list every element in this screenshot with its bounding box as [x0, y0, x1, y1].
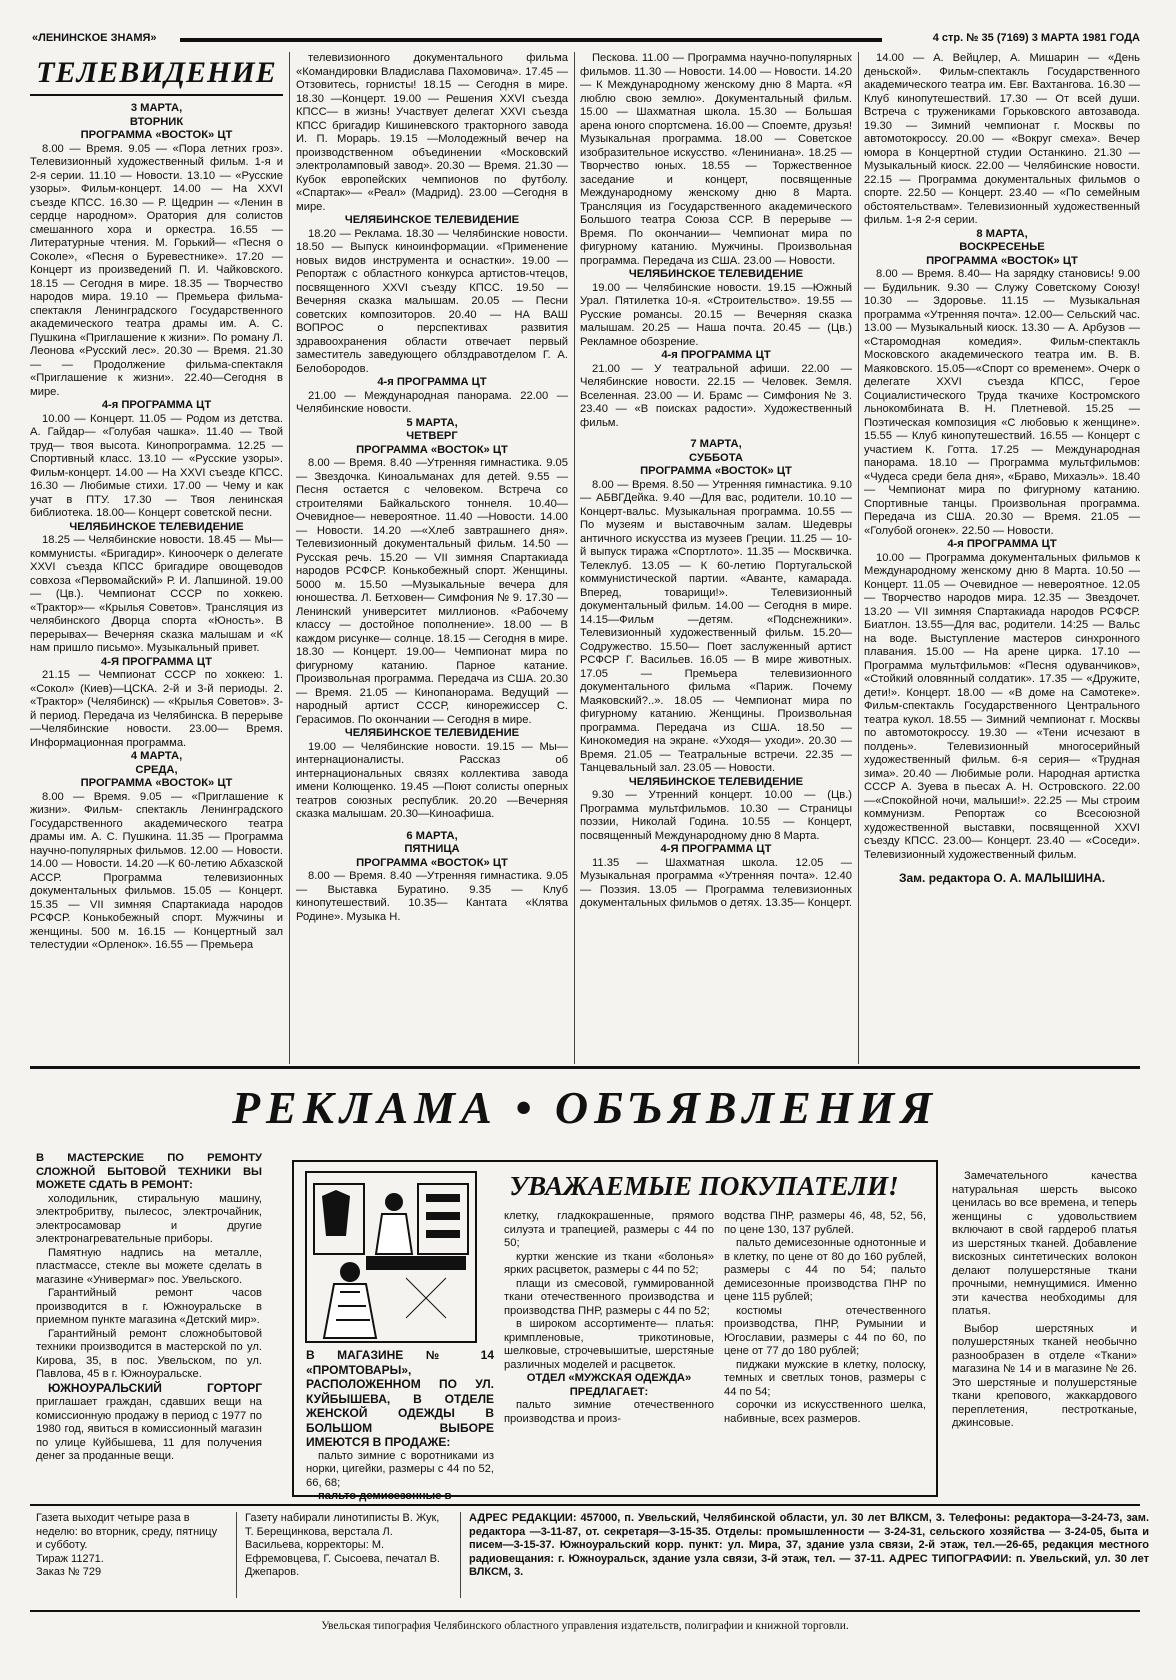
tv-column-4 [864, 52, 1140, 1064]
ad-lead: В МАГАЗИНЕ № 14 «ПРОМТОВАРЫ», РАСПОЛОЖЕННОМ ПО УЛ. КУЙБЫШЕВА, В ОТДЕЛЕ ЖЕНСКОЙ ОДЕЖДЫ В БОЛЬШОМ ВЫБОРЕ ИМЕЮТСЯ В ПРОДАЖЕ: [306, 1348, 494, 1449]
tv-column-2 [296, 52, 568, 1064]
schedule-text: 18.20 — Реклама. 18.30 — Челябинские новости. 18.50 — Выпуск киноинформации. «Применение новых видов инструмента и оснастки». 19.00 — Репортаж с областного конкурса артистов-чтецов, посвященного XXVI съезду КПСС. 19.50 — Вечерняя сказка малышам. 20.05 — Песни советских композиторов. 20.40 — НА ВАШ ВОПРОС о перспективах развития здравоохранения области отвечает первый заместитель заведующего облздравотделом Г. А. Белобородов. [296, 227, 568, 375]
program-heading: ПРОГРАММА «ВОСТОК» ЦТ [356, 856, 508, 869]
schedule-text: 21.00 — У театральной афиши. 22.00 — Челябинские новости. 22.15 — Человек. Земля. Вселенная. 23.00 — И. Брамс — Симфония № 3. 23.40 — «В поисках радости». Художественный фильм. [580, 362, 852, 429]
column-rule [289, 52, 290, 1064]
weekday-heading: ВТОРНИК [129, 115, 184, 128]
schedule-text: 8.00 — Время. 9.05 — «Приглашение к жизни». Фильм- спектакль Ленинградского Государственного академического театра драмы им. А. С. Пушкина. 11.35 — Программа научно-популярных фильмов. 12.00 — Новости. 14.00 — Новости. 14.20 —К 60-летию Абхазской АССР. Программа телевизионных документальных фильмов. 15.05 — Концерт. 15.35 — VII зимняя Спартакиада народов РСФСР. Конькобежный спорт. Мужчины и женщины. 500 м. 16.15 — Концертный зал телестудии «Орленок». 16.55 — Премьера [30, 790, 283, 951]
ad-text: Памятную надпись на металле, пластмассе, стекле вы можете сделать в магазине «Универмаг» пос. Увельского. [36, 1246, 262, 1286]
day-heading: 7 МАРТА, [690, 438, 742, 450]
print-run: Тираж 11271. [36, 1552, 104, 1565]
schedule-text: 11.35 — Шахматная школа. 12.05 — Музыкальная программа «Утренняя почта». 12.40 — Поэзия. 13.05 — Программа телевизионных документальных фильмов о детях. 13.35— Концерт. [580, 856, 852, 909]
ad-text: Гарантийный ремонт сложнобытовой техники производится в мастерской по ул. Кирова, 35, в пос. Увельском, по ул. Павлова, 45 в г. Южноуральске. [36, 1327, 262, 1380]
ad-text: водства ПНР, размеры 46, 48, 52, 56, по цене 130, 137 рублей. [724, 1210, 926, 1236]
weekday-heading: СРЕДА, [135, 763, 178, 776]
weekday-heading: СУББОТА [689, 451, 743, 464]
ad-store-box [292, 1160, 938, 1502]
weekday-heading: ВОСКРЕСЕНЬЕ [959, 241, 1045, 253]
ad-text: пиджаки мужские в клетку, полоску, темных и светлых тонов, размеры с 44 по 54; [724, 1358, 926, 1398]
ad-text: плащи из смесовой, гуммированной ткани отечественного производства и производства ПНР, размеры с 44 по 52; [504, 1277, 714, 1317]
schedule-text: 8.00 — Время. 8.40— На зарядку становись! 9.00 — Будильник. 9.30 — Служу Советскому Союзу! 10.30 — Здоровье. 11.15 — Музыкальная программа «Утренняя почта». 12.00— Сельский час. 13.00 — Музыкальный киоск. 13.30 — А. Арбузов — «Старомодная комедия». Фильм-спектакль Московского академического театра им. В. В. Маяковского. 15.05—«Спорт со временем». Очерк о делегате XXVI съезда КПСС, Герое Социалистического Труда ткачихе Костромского льнокомбината В. Н. Плетневой. 15.25 — Поэтическая композиция «С любовью к женщине». 15.55 — Клуб кинопутешествий. 16.55 — Концерт с участием К. Готта. 17.25 — Международная панорама. 18.10 — Программа мультфильмов: «Чудеса среди бела дня», «Браво, Михаэль». 18.40 — Чемпионат мира по фигурному катанию. Спортивные танцы. Произвольная программа. Передача из США. 20.30 — Время. 21.05 — «Голубой огонек». 22.50 — Новости. [864, 268, 1140, 537]
program-heading: ПРОГРАММА «ВОСТОК» ЦТ [80, 777, 233, 789]
schedule-text: 8.00 — Время. 9.05 — «Пора летних гроз». Телевизионный художественный фильм. 1-я и 2-я серии. 11.10 — Новости. 13.10 — «Русские узоры». Фильм-концерт. 14.00 — На XXVI съезде КПСС. 16.30 — Р. Щедрин — «Ленин в сердце народном». Оратория для солистов смешанного хора и оркестра. 16.55 —Литературные чтения. М. Горький— «Песня о Соколе», «Песня о Буревестнике». 17.20 — Концерт из произведений П. И. Чайковского. 18.15 — Сегодня в мире. 18.35 — Творчество народов мира. 19.10 — Премьера фильма-спектакля Ленинградского Государственного академического театра драмы им. А. С. Пушкина «Приглашение к жизни». По роману Л. Леонова «Русский лес». 20.30 — Время. 21.30— — Продолжение фильма-спектакля «Приглашение к жизни». 22.40—Сегодня в мире. [30, 142, 283, 398]
ad-mens-items [724, 1210, 926, 1490]
tv-column-3 [580, 52, 852, 1064]
schedule-text: 10.00 — Программа документальных фильмов к Международному женскому дню 8 Марта. 10.50 — Концерт. 11.05 — Очевидное — невероятное. 12.05 — Творчество народов мира. 12.35 — Звездочет. 13.20 — VII зимняя Спартакиада народов РСФСР. Биатлон. 13.55—Для вас, родители. 14:25 — Вальс на воде. Выступление мастеров синхронного плавания. 15.00 — На арене цирка. 17.10 — Программа мультфильмов: «Песня одуванчиков», «Стойкий оловянный солдатик». 17.35 — «Дружите, дети!». Концерт. 18.00 — «В доме на Самотеке». Фильм-спектакль Государственного Центрального театра кукол. 18.55 — Зимний чемпионат г. Москвы по автомотокроссу. 19.30 — «Тени исчезают в полдень». Телевизионный многосерийный художественный фильм. 6-я серия— «Трудная зима». 20.40 — Любимые роли. Народная артистка СССР А. Зуева в пьесах А. Н. Островского. 22.00—«Спокойной ночи, малыши!». 22.25 — Мы строим коммунизм. Репортаж со Всесоюзной художественной выставки, посвященной XXVI съезду КПСС. 23.00— Концерт. 23.40 — «Соседи». Телевизионный художественный фильм. [864, 551, 1140, 861]
program-heading: 4-я ПРОГРАММА ЦТ [947, 538, 1057, 550]
masthead [30, 32, 1140, 46]
tv-heading: ТЕЛЕВИДЕНИЕ [30, 52, 283, 96]
masthead-title: «ЛЕНИНСКОЕ ЗНАМЯ» [32, 32, 157, 44]
typesetters-info: Газету набирали линотиписты В. Жук, Т. Берещинкова, верстала Л. Васильева, корректоры: М. Ефремовцева, Г. Сысоева, печатал В. Джепаров. [236, 1512, 445, 1598]
ad-repair-services [36, 1152, 262, 1490]
ad-text: Замечательного качества натуральная шерсть высоко ценилась во все времена, и теперь женщины с удовольствием включают в свой гардероб платья из шерстяных тканей. Добавление вискозных синтетических волокон делают полушерстяные ткани прочными, немнущимися. Именно эти качества необходимы для платья. [952, 1170, 1137, 1317]
ads-heading: РЕКЛАМА • ОБЪЯВЛЕНИЯ [231, 1082, 939, 1133]
program-heading: ПРОГРАММА «ВОСТОК» ЦТ [926, 254, 1078, 267]
program-heading: 4-Я ПРОГРАММА ЦТ [660, 843, 772, 855]
column-rule [574, 52, 575, 1064]
ad-text: пальто зимние отечественного производства и произ- [504, 1399, 714, 1425]
footer-rule [30, 1504, 1140, 1506]
ad-text: пальто демисезонные в [318, 1490, 452, 1502]
column-rule [858, 52, 859, 1064]
schedule-text: 9.30 — Утренний концерт. 10.00 — (Цв.) Программа мультфильмов. 10.30 — Страницы поэзии, Николай Година. 10.55 — Концерт, посвященный Международному дню 8 Марта. [580, 789, 852, 842]
day-heading: 4 МАРТА, [130, 750, 183, 762]
schedule-text: телевизионного документального фильма «Командировки Владислава Пахомовича». 17.45 —Отзовитесь, горнисты! 18.15 — Сегодня в мире. 18.30 —Концерт. 19.00 — Решения XXVI съезда КПСС— в жизнь! Участвует делегат XXVI съезда КПСС бригадир Кишиневского тракторного завода И. П. Морарь. 19.15 —Молодежный вечер на производственном объединении «Московский электроламповый завод». 20.30 — Время. 21.30 — Кубок европейских чемпионов по футболу. «Спартак»— «Реал» (Мадрид). 23.00 —Сегодня в мире. [296, 52, 568, 213]
ad-text: Гарантийный ремонт часов производится в г. Южноуральске в приемном пункте магазина «Детский мир». [36, 1287, 262, 1326]
ad-womens-items [504, 1210, 714, 1490]
order-number: Заказ № 729 [36, 1566, 102, 1578]
ad-fabrics [952, 1170, 1137, 1490]
schedule-text: Пескова. 11.00 — Программа научно-популярных фильмов. 11.30 — Новости. 14.00 — Новости. 14.20 — К Международному женскому дню 8 Марта. «Я люблю свою землю». Документальный фильм. 15.00 — Шахматная школа. 15.30 — Большая арена юного спортсмена. 16.00 — Споемте, друзья! Музыкальная программа. 18.00 — Советское изобразительное искусство. «Лениниана». 18.25 — Творчество юных. 18.55 — Торжественное заседание и концерт, посвященные Международному женскому дню 8 Марта. Трансляция из Государственного академического Большого театра Союза ССР. В перерыве — Время. По окончании— Чемпионат мира по фигурному катанию. Мужчины. Произвольная программа. Передача из США. 23.00 — Новости. [580, 52, 852, 267]
program-heading: ПРОГРАММА «ВОСТОК» ЦТ [640, 465, 792, 477]
footer-text: Газета выходит четыре раза в неделю: во вторник, среду, пятницу и субботу. [36, 1512, 218, 1551]
schedule-text: 8.00 — Время. 8.40 —Утренняя гимнастика. 9.05 — Выставка Буратино. 9.35 — Клуб кинопутешествий. 10.35— Кантата «Клятва Родине». Музыка Н. [296, 870, 568, 923]
ad-text: костюмы отечественного производства, ПНР, Румынии и Югославии, размеры с 44 по 60, по цене от 77 до 180 рублей; [724, 1304, 926, 1357]
ad-text: пальто демисезонные однотонные и в клетку, по цене от 80 до 160 рублей, размеры с 44 по 54; пальто демисезонные производства ПНР по цене 115 рублей; [724, 1237, 926, 1303]
day-heading: 6 МАРТА, [406, 829, 458, 842]
ad-text: холодильник, стиральную машину, электробритву, пылесос, электрочайник, электросамовар и другие электронагревательные приборы. [36, 1192, 262, 1245]
program-heading: 4-я ПРОГРАММА ЦТ [101, 399, 212, 411]
issue-info: 4 стр. № 35 (7169) 3 МАРТА 1981 ГОДА [932, 32, 1140, 44]
schedule-text: 8.00 — Время. 8.40 —Утренняя гимнастика. 9.05 — Звездочка. Киноальманах для детей. 9.55 — Песня остается с человеком. Встреча со строителями Байкальского тоннеля. 10.40— Очевидное— невероятное. 11.40 —Новости. 14.00 — Новости. 14.20 —«Хлеб завтрашнего дня». Телевизионный документальный фильм. 14.50 — Русская речь. 15.20 — VII зимняя Спартакиада народов РСФСР. Конькобежный спорт. Женщины. 5000 м. 15.50 —Музыкальные вечера для юношества. Л. Бетховен— Симфония № 9. 17.30 — Ленинский университет миллионов. «Рабочему классу — достойное пополнение». 18.00 — В каждом рисунке— солнце. 18.15 — Сегодня в мире. 18.30 — Концерт. 19.00— Чемпионат мира по фигурному катанию. Парное катание. Произвольная программа. Передача из США. 20.30 — Время. 21.05 — Кинопанорама. Ведущий — народный артист СССР, кинорежиссер С. Герасимов. По окончании — Сегодня в мире. [296, 457, 568, 726]
program-heading: 4-Я ПРОГРАММА ЦТ [101, 655, 212, 668]
program-heading: ЧЕЛЯБИНСКОЕ ТЕЛЕВИДЕНИЕ [344, 214, 520, 226]
program-heading: ЧЕЛЯБИНСКОЕ ТЕЛЕВИДЕНИЕ [69, 520, 244, 533]
masthead-rule [180, 38, 882, 42]
program-heading: ПРОГРАММА «ВОСТОК» ЦТ [80, 129, 233, 141]
shop-illustration-icon [306, 1172, 476, 1342]
ad-lead: ОТДЕЛ «МУЖСКАЯ ОДЕЖДА» ПРЕДЛАГАЕТ: [526, 1372, 692, 1398]
ad-womens-dept [306, 1348, 494, 1502]
schedule-text: 18.25 — Челябинские новости. 18.45 — Мы—коммунисты. «Бригадир». Киноочерк о делегате XXVI съезда КПСС бригадире овощеводов совхоза «Первомайский» Р. И. Лапшиной. 19.00 — (Цв.). Чемпионат СССР по хоккею. «Трактор»— «Крылья Советов». Трансляция из челябинского Дворца спорта «Юность». В перерывах— Вечерняя сказка малышам и «К нам пришло письмо». Музыкальный привет. [30, 534, 283, 654]
schedule-text: 14.00 — А. Вейцлер, А. Мишарин — «День деньской». Фильм-спектакль Государственного академического театра им. Евг. Вахтангова. 16.30 — Клуб кинопутешествий. 17.30 — От всей души. Встреча с тружениками Горьковского автозавода. 19.30 — Зимний чемпионат г. Москвы по автомотокроссу. 20.00 — «Вокруг смеха». Вечер юмора в Концертной студии Останкино. 21.30 — Музыкальный киоск. 22.00 — Челябинские новости. 22.15 — Программа документальных фильмов о спорте. 22.50 — Концерт. 23.40 — «По семейным обстоятельствам». Телевизионный художественный фильм. 1-я 2-я серии. [864, 52, 1140, 226]
editorial-address: АДРЕС РЕДАКЦИИ: 457000, п. Увельский, Челябинской области, ул. 30 лет ВЛКСМ, 3. Телефоны: редактора—3-24-73, зам. редактора —3-11-87, от. секретаря—3-15-35. Отделы: промышленности — 3-24-31, сельского хозяйства — 3-24-05, быта и писем—3-15-37. Южноуральский корр. пункт: ул. Мира, 37, здание узла связи, 2-й этаж, тел.—26-65, редакция местного радиовещания: г. Южноуральск, здание узла связи, 3-й этаж, тел. — 37-11. АДРЕС ТИПОГРАФИИ: п. Увельский, ул. 30 лет ВЛКСМ, 3. [460, 1512, 1149, 1598]
schedule-text: 10.00 — Концерт. 11.05 — Родом из детства. А. Гайдар— «Голубая чашка». 11.40 — Твой труд— твоя высота. Кинопрограмма. 12.25 — Спортивный класс. 13.10 — «Русские узоры». Фильм-концерт. 14.00 — На XXVI съезде КПСС. 16.30 — Любимые стихи. 17.00 — Чему и как учат в ПТУ. 17.30 — Твоя ленинская библиотека. 18.00— Концерт советской песни. [30, 412, 283, 519]
program-heading: ЧЕЛЯБИНСКОЕ ТЕЛЕВИДЕНИЕ [628, 775, 804, 788]
printing-house: Увельская типография Челябинского областного управления издательств, полиграфии и книжной торговли. [321, 1620, 849, 1632]
program-heading: ЧЕЛЯБИНСКОЕ ТЕЛЕВИДЕНИЕ [344, 727, 520, 739]
schedule-text: 21.15 — Чемпионат СССР по хоккею: 1. «Сокол» (Киев)—ЦСКА. 2-й и 3-й периоды. 2. «Трактор» (Челябинск) — «Крылья Советов». 3-й период. Передача из Челябинска. В перерыве —Челябинские новости. 23.00— Время. Информационная программа. [30, 669, 283, 749]
ad-lead: В МАСТЕРСКИЕ ПО РЕМОНТУ СЛОЖНОЙ БЫТОВОЙ ТЕХНИКИ ВЫ МОЖЕТЕ СДАТЬ В РЕМОНТ: [36, 1152, 262, 1191]
schedule-text: 19.00 — Челябинские новости. 19.15 —Южный Урал. Пятилетка 10-я. «Строительство». 19.55 — Русские романсы. 20.15 — Вечерняя сказка малышам. 20.25 — Наша почта. 20.45 — (Цв.) Рекламное обозрение. [580, 281, 852, 348]
section-rule [30, 1066, 1140, 1069]
publication-info [36, 1512, 220, 1598]
ad-text: сорочки из искусственного шелка, набивные, всех размеров. [724, 1399, 926, 1425]
ad-lead: ЮЖНОУРАЛЬСКИЙ ГОРТОРГ [48, 1380, 262, 1395]
weekday-heading: ПЯТНИЦА [404, 843, 460, 855]
day-heading: 5 МАРТА, [406, 416, 458, 429]
program-heading: ПРОГРАММА «ВОСТОК» ЦТ [356, 443, 508, 456]
program-heading: 4-я ПРОГРАММА ЦТ [661, 349, 771, 361]
schedule-text: 8.00 — Время. 8.50 — Утренняя гимнастика. 9.10 — АБВГДейка. 9.40 —Для вас, родители. 10.10 — Концерт-вальс. Музыкальная программа. 10.55 — По музеям и выставочным залам. Шедевры античного искусства из музеев Греции. 11.25 — 10-й выпуск тиража «Спортлото». 11.35 — Москвичка. Телеклуб. 13.05 — К 60-летию Португальской коммунистической партии. «Аванте, камарада. Вперед, товарищи!». Телевизионный документальный фильм. 14.00 — Сегодня в мире. 14.15—Фильм —детям. «Подснежники». Телевизионный художественный фильм. 15.20—Содружество. 15.50— Поет заслуженный артист РСФСР Г. Васильев. 16.05 — В мире животных. 17.05 — Премьера телевизионного документального фильма «Париж. Почему Маяковский?..». 18.05 — Чемпионат мира по фигурному катанию. Женщины. Произвольная программа. Передача из США. 18.50 — Кинокомедия на экране. «Уходя— уходи». 20.30 — Время. 21.05 — Театральные встречи. 22.35 — Танцевальный зал. 23.05 — Новости. [580, 478, 852, 774]
program-heading: 4-я ПРОГРАММА ЦТ [377, 376, 487, 388]
ad-text: клетку, гладкокрашенные, прямого силуэта и трапецией, размеры с 44 по 50; [504, 1210, 714, 1249]
imprint-rule [30, 1610, 1140, 1612]
ad-text: куртки женские из ткани «болонья» ярких расцветок, размеры с 44 по 52; [504, 1250, 714, 1276]
schedule-text: 21.00 — Международная панорама. 22.00 — Челябинские новости. [296, 389, 568, 415]
program-heading: ЧЕЛЯБИНСКОЕ ТЕЛЕВИДЕНИЕ [628, 268, 804, 280]
editor-signature: Зам. редактора О. А. МАЛЫШИНА. [898, 871, 1106, 885]
schedule-text: 19.00 — Челябинские новости. 19.15 — Мы— интернационалисты. Рассказ об интернациональных связях коллектива завода имени Колющенко. 19.45 —Поют солисты оперных театров союзных республик. 20.20 —Вечерняя сказка малышам. 20.30—Киноафиша. [296, 740, 568, 820]
ad-text: Выбор шерстяных и полушерстяных тканей необычно разнообразен в отделе «Ткани» магазина № 14 и в магазине № 26. Это шерстяные и полушерстяные ткани крепового, жаккардового переплетения, пестротканые, джинсовые. [952, 1322, 1137, 1429]
ad-text: в широком ассортименте— платья: кримпленовые, трикотиновые, шелковые, строчевышитые, шерстяные различных моделей и расцветок. [504, 1318, 714, 1371]
weekday-heading: ЧЕТВЕРГ [406, 430, 458, 442]
day-heading: 3 МАРТА, [130, 102, 183, 114]
tv-column-1 [30, 52, 283, 1064]
ad-text: пальто зимние с воротниками из норки, цигейки, размеры с 44 по 52, 66, 68; [306, 1449, 494, 1489]
ad-text: приглашает граждан, сдавших вещи на комиссионную продажу в период с 1977 по 1980 год, явиться в комиссионный магазин по улице Куйбышева, 11 для получения денег за проданные вещи. [36, 1396, 262, 1462]
day-heading: 8 МАРТА, [976, 227, 1028, 240]
ad-title: УВАЖАЕМЫЕ ПОКУПАТЕЛИ! [509, 1171, 899, 1201]
